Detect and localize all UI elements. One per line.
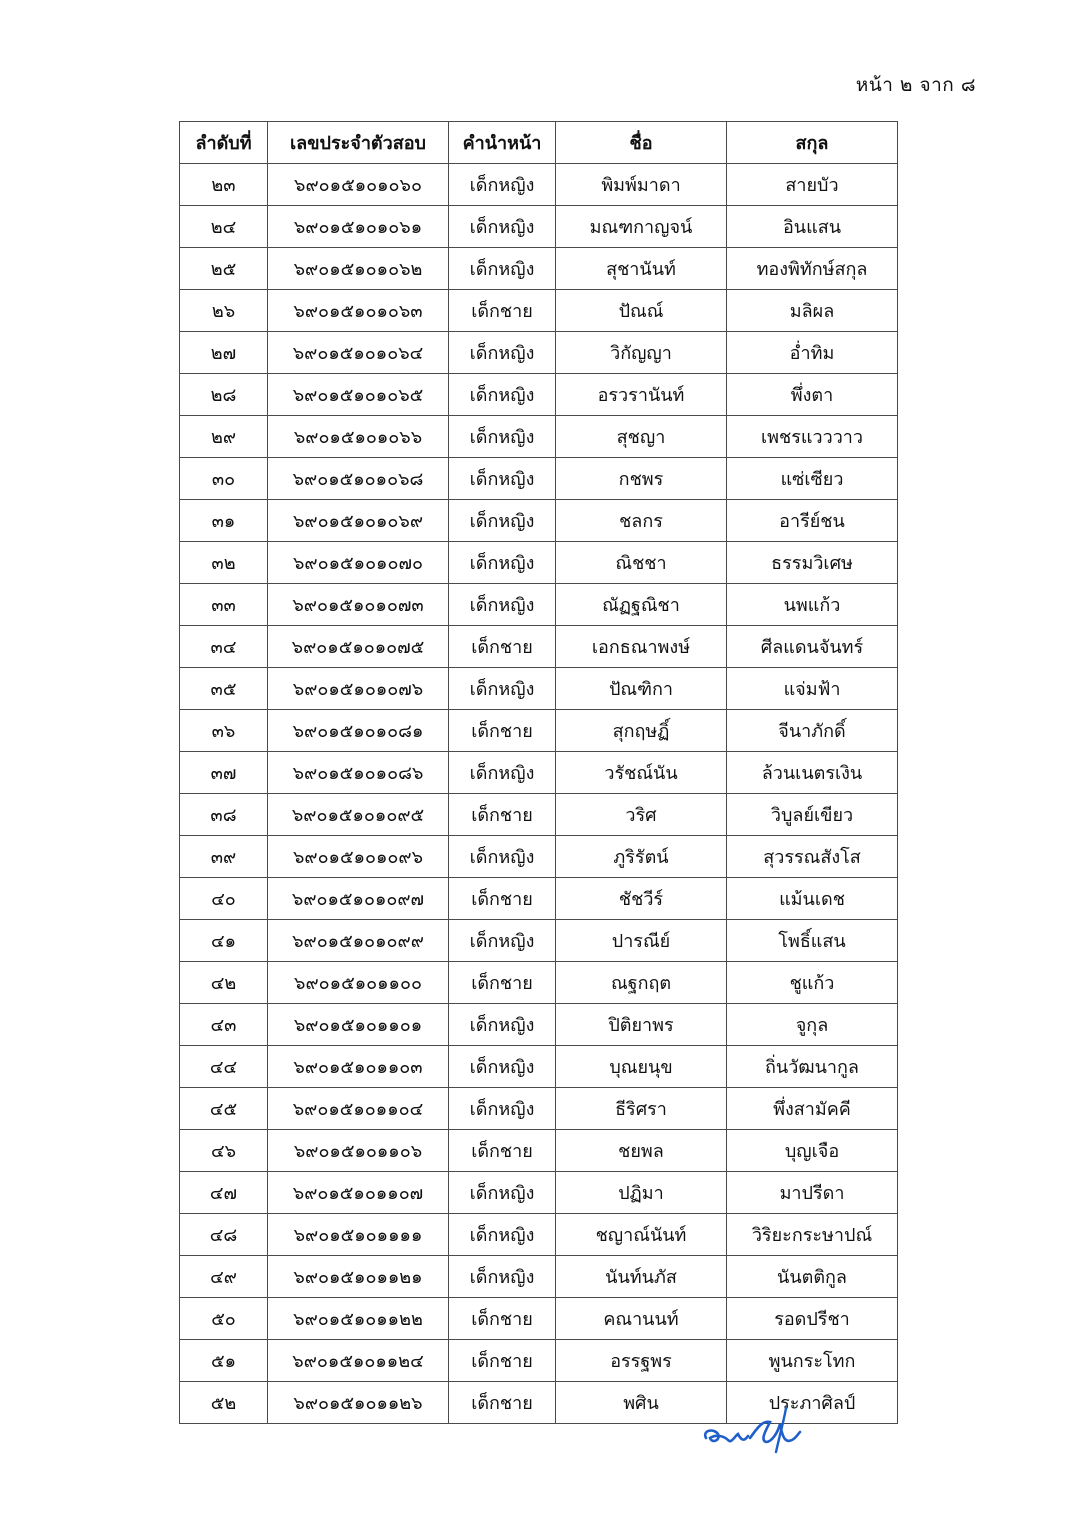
cell-sequence: ๕๐ <box>180 1298 268 1340</box>
table-row <box>180 668 898 710</box>
cell-exam-id: ๖๙๐๑๕๑๐๑๐๖๓ <box>268 290 449 332</box>
cell-first-name: ปฏิมา <box>556 1172 727 1214</box>
cell-sequence: ๓๘ <box>180 794 268 836</box>
cell-exam-id: ๖๙๐๑๕๑๐๑๐๗๐ <box>268 542 449 584</box>
cell-first-name: อรรฐพร <box>556 1340 727 1382</box>
cell-last-name: พึ่งตา <box>727 374 898 416</box>
cell-last-name: แจ่มฟ้า <box>727 668 898 710</box>
cell-last-name: อ่ำทิม <box>727 332 898 374</box>
cell-exam-id: ๖๙๐๑๕๑๐๑๐๙๗ <box>268 878 449 920</box>
table-row <box>180 206 898 248</box>
cell-title-prefix: เด็กหญิง <box>449 374 556 416</box>
page-number: หน้า ๒ จาก ๘ <box>855 74 976 96</box>
cell-exam-id: ๖๙๐๑๕๑๐๑๐๙๙ <box>268 920 449 962</box>
cell-first-name: ปิติยาพร <box>556 1004 727 1046</box>
cell-first-name: ภูริรัตน์ <box>556 836 727 878</box>
cell-exam-id: ๖๙๐๑๕๑๐๑๑๐๔ <box>268 1088 449 1130</box>
cell-title-prefix: เด็กชาย <box>449 878 556 920</box>
table-row <box>180 1046 898 1088</box>
cell-exam-id: ๖๙๐๑๕๑๐๑๐๖๒ <box>268 248 449 290</box>
cell-sequence: ๔๘ <box>180 1214 268 1256</box>
cell-sequence: ๔๕ <box>180 1088 268 1130</box>
cell-first-name: ชญาณ์นันท์ <box>556 1214 727 1256</box>
cell-exam-id: ๖๙๐๑๕๑๐๑๐๙๖ <box>268 836 449 878</box>
cell-first-name: ปารณีย์ <box>556 920 727 962</box>
cell-first-name: พศิน <box>556 1382 727 1424</box>
cell-first-name: ปัณณ์ <box>556 290 727 332</box>
table-row <box>180 458 898 500</box>
cell-title-prefix: เด็กชาย <box>449 1340 556 1382</box>
table-row <box>180 1088 898 1130</box>
cell-sequence: ๓๒ <box>180 542 268 584</box>
cell-first-name: ชยพล <box>556 1130 727 1172</box>
cell-sequence: ๕๒ <box>180 1382 268 1424</box>
table-row <box>180 920 898 962</box>
handwritten-signature <box>700 1400 804 1456</box>
student-roster-table <box>179 121 898 1424</box>
cell-first-name: ปัณฑิกา <box>556 668 727 710</box>
table-row <box>180 794 898 836</box>
cell-title-prefix: เด็กหญิง <box>449 206 556 248</box>
cell-last-name: อินแสน <box>727 206 898 248</box>
cell-last-name: บุญเจือ <box>727 1130 898 1172</box>
cell-title-prefix: เด็กชาย <box>449 1130 556 1172</box>
cell-first-name: สุชญา <box>556 416 727 458</box>
cell-first-name: เอกธณาพงษ์ <box>556 626 727 668</box>
cell-exam-id: ๖๙๐๑๕๑๐๑๑๐๖ <box>268 1130 449 1172</box>
cell-title-prefix: เด็กหญิง <box>449 668 556 710</box>
cell-last-name: ทองพิทักษ์สกุล <box>727 248 898 290</box>
table-row <box>180 374 898 416</box>
cell-title-prefix: เด็กหญิง <box>449 1004 556 1046</box>
cell-last-name: ล้วนเนตรเงิน <box>727 752 898 794</box>
cell-last-name: นพแก้ว <box>727 584 898 626</box>
cell-last-name: แซ่เซียว <box>727 458 898 500</box>
cell-exam-id: ๖๙๐๑๕๑๐๑๐๖๘ <box>268 458 449 500</box>
cell-exam-id: ๖๙๐๑๕๑๐๑๐๖๔ <box>268 332 449 374</box>
cell-title-prefix: เด็กชาย <box>449 794 556 836</box>
cell-title-prefix: เด็กชาย <box>449 1298 556 1340</box>
cell-first-name: กชพร <box>556 458 727 500</box>
cell-first-name: คณานนท์ <box>556 1298 727 1340</box>
cell-sequence: ๓๗ <box>180 752 268 794</box>
table-row <box>180 290 898 332</box>
cell-last-name: พึ่งสามัคคี <box>727 1088 898 1130</box>
cell-last-name: วิริยะกระษาปณ์ <box>727 1214 898 1256</box>
table-header-row <box>180 122 898 164</box>
cell-title-prefix: เด็กชาย <box>449 710 556 752</box>
table-row <box>180 626 898 668</box>
cell-exam-id: ๖๙๐๑๕๑๐๑๐๖๖ <box>268 416 449 458</box>
cell-sequence: ๔๓ <box>180 1004 268 1046</box>
cell-title-prefix: เด็กหญิง <box>449 1172 556 1214</box>
cell-title-prefix: เด็กหญิง <box>449 1214 556 1256</box>
cell-sequence: ๓๑ <box>180 500 268 542</box>
cell-last-name: นันตติกูล <box>727 1256 898 1298</box>
table-row <box>180 962 898 1004</box>
cell-sequence: ๒๔ <box>180 206 268 248</box>
cell-first-name: อรวรานันท์ <box>556 374 727 416</box>
header-first-name: ชื่อ <box>556 122 727 164</box>
cell-exam-id: ๖๙๐๑๕๑๐๑๑๐๐ <box>268 962 449 1004</box>
cell-title-prefix: เด็กหญิง <box>449 1256 556 1298</box>
table-row <box>180 1004 898 1046</box>
cell-title-prefix: เด็กหญิง <box>449 752 556 794</box>
cell-title-prefix: เด็กหญิง <box>449 836 556 878</box>
cell-sequence: ๔๔ <box>180 1046 268 1088</box>
cell-title-prefix: เด็กชาย <box>449 290 556 332</box>
table-row <box>180 710 898 752</box>
cell-sequence: ๕๑ <box>180 1340 268 1382</box>
table-row <box>180 1340 898 1382</box>
cell-sequence: ๔๒ <box>180 962 268 1004</box>
cell-exam-id: ๖๙๐๑๕๑๐๑๑๑๑ <box>268 1214 449 1256</box>
table-row <box>180 836 898 878</box>
cell-exam-id: ๖๙๐๑๕๑๐๑๑๐๗ <box>268 1172 449 1214</box>
cell-last-name: แม้นเดช <box>727 878 898 920</box>
cell-sequence: ๓๔ <box>180 626 268 668</box>
table-row <box>180 1298 898 1340</box>
cell-sequence: ๓๖ <box>180 710 268 752</box>
cell-title-prefix: เด็กหญิง <box>449 500 556 542</box>
cell-sequence: ๒๘ <box>180 374 268 416</box>
table-row <box>180 752 898 794</box>
cell-first-name: วิกัญญา <box>556 332 727 374</box>
header-title-prefix: คำนำหน้า <box>449 122 556 164</box>
cell-first-name: ณัฏฐณิชา <box>556 584 727 626</box>
cell-first-name: นันท์นภัส <box>556 1256 727 1298</box>
cell-first-name: สุกฤษฏิ์ <box>556 710 727 752</box>
cell-title-prefix: เด็กหญิง <box>449 458 556 500</box>
table-row <box>180 584 898 626</box>
table-row <box>180 248 898 290</box>
table-row <box>180 1214 898 1256</box>
cell-exam-id: ๖๙๐๑๕๑๐๑๐๗๖ <box>268 668 449 710</box>
cell-sequence: ๔๐ <box>180 878 268 920</box>
cell-first-name: ณิชชา <box>556 542 727 584</box>
cell-first-name: มณฑกาญจน์ <box>556 206 727 248</box>
cell-title-prefix: เด็กชาย <box>449 1382 556 1424</box>
cell-title-prefix: เด็กหญิง <box>449 1046 556 1088</box>
cell-title-prefix: เด็กชาย <box>449 962 556 1004</box>
table-row <box>180 332 898 374</box>
cell-last-name: ประภาศิลป์ <box>727 1382 898 1424</box>
cell-exam-id: ๖๙๐๑๕๑๐๑๑๒๑ <box>268 1256 449 1298</box>
cell-sequence: ๔๙ <box>180 1256 268 1298</box>
cell-first-name: ธีริศรา <box>556 1088 727 1130</box>
cell-last-name: ถิ่นวัฒนากูล <box>727 1046 898 1088</box>
cell-last-name: อารีย์ชน <box>727 500 898 542</box>
cell-title-prefix: เด็กหญิง <box>449 164 556 206</box>
cell-exam-id: ๖๙๐๑๕๑๐๑๐๗๓ <box>268 584 449 626</box>
cell-sequence: ๔๗ <box>180 1172 268 1214</box>
header-exam-id: เลขประจำตัวสอบ <box>268 122 449 164</box>
cell-sequence: ๒๓ <box>180 164 268 206</box>
cell-exam-id: ๖๙๐๑๕๑๐๑๐๘๖ <box>268 752 449 794</box>
cell-last-name: มลิผล <box>727 290 898 332</box>
cell-title-prefix: เด็กหญิง <box>449 584 556 626</box>
header-last-name: สกุล <box>727 122 898 164</box>
cell-exam-id: ๖๙๐๑๕๑๐๑๐๘๑ <box>268 710 449 752</box>
cell-first-name: บุณยนุข <box>556 1046 727 1088</box>
cell-sequence: ๓๐ <box>180 458 268 500</box>
cell-exam-id: ๖๙๐๑๕๑๐๑๐๖๙ <box>268 500 449 542</box>
table-row <box>180 542 898 584</box>
cell-sequence: ๔๑ <box>180 920 268 962</box>
cell-first-name: ชลกร <box>556 500 727 542</box>
cell-title-prefix: เด็กหญิง <box>449 920 556 962</box>
table-row <box>180 416 898 458</box>
cell-sequence: ๒๖ <box>180 290 268 332</box>
cell-last-name: จีนาภักดิ์ <box>727 710 898 752</box>
cell-sequence: ๓๙ <box>180 836 268 878</box>
cell-exam-id: ๖๙๐๑๕๑๐๑๐๖๑ <box>268 206 449 248</box>
cell-exam-id: ๖๙๐๑๕๑๐๑๐๖๐ <box>268 164 449 206</box>
cell-exam-id: ๖๙๐๑๕๑๐๑๑๐๑ <box>268 1004 449 1046</box>
cell-first-name: สุชานันท์ <box>556 248 727 290</box>
cell-last-name: ศีลแดนจันทร์ <box>727 626 898 668</box>
cell-first-name: วริศ <box>556 794 727 836</box>
cell-first-name: พิมพ์มาดา <box>556 164 727 206</box>
cell-last-name: สายบัว <box>727 164 898 206</box>
cell-last-name: โพธิ์แสน <box>727 920 898 962</box>
cell-title-prefix: เด็กหญิง <box>449 332 556 374</box>
cell-exam-id: ๖๙๐๑๕๑๐๑๐๗๕ <box>268 626 449 668</box>
table-row <box>180 1256 898 1298</box>
cell-exam-id: ๖๙๐๑๕๑๐๑๑๒๖ <box>268 1382 449 1424</box>
cell-sequence: ๓๓ <box>180 584 268 626</box>
cell-exam-id: ๖๙๐๑๕๑๐๑๑๐๓ <box>268 1046 449 1088</box>
cell-first-name: ณฐกฤต <box>556 962 727 1004</box>
cell-first-name: วรัชณ์นัน <box>556 752 727 794</box>
cell-exam-id: ๖๙๐๑๕๑๐๑๑๒๔ <box>268 1340 449 1382</box>
cell-sequence: ๒๕ <box>180 248 268 290</box>
cell-first-name: ชัชวีร์ <box>556 878 727 920</box>
table-row <box>180 164 898 206</box>
cell-title-prefix: เด็กหญิง <box>449 416 556 458</box>
cell-last-name: มาปรีดา <box>727 1172 898 1214</box>
cell-title-prefix: เด็กหญิง <box>449 1088 556 1130</box>
cell-last-name: จูกุล <box>727 1004 898 1046</box>
cell-exam-id: ๖๙๐๑๕๑๐๑๐๖๕ <box>268 374 449 416</box>
cell-last-name: สุวรรณสังโส <box>727 836 898 878</box>
header-sequence: ลำดับที่ <box>180 122 268 164</box>
cell-last-name: เพชรแวววาว <box>727 416 898 458</box>
cell-last-name: ชูแก้ว <box>727 962 898 1004</box>
cell-title-prefix: เด็กชาย <box>449 626 556 668</box>
cell-sequence: ๒๗ <box>180 332 268 374</box>
cell-last-name: พูนกระโทก <box>727 1340 898 1382</box>
cell-sequence: ๒๙ <box>180 416 268 458</box>
cell-last-name: รอดปรีชา <box>727 1298 898 1340</box>
cell-exam-id: ๖๙๐๑๕๑๐๑๑๒๒ <box>268 1298 449 1340</box>
cell-title-prefix: เด็กหญิง <box>449 542 556 584</box>
table-row <box>180 1130 898 1172</box>
table-row <box>180 878 898 920</box>
table-row <box>180 1172 898 1214</box>
table-row <box>180 500 898 542</box>
cell-last-name: ธรรมวิเศษ <box>727 542 898 584</box>
table-body <box>180 164 898 1424</box>
cell-exam-id: ๖๙๐๑๕๑๐๑๐๙๕ <box>268 794 449 836</box>
cell-last-name: วิบูลย์เขียว <box>727 794 898 836</box>
cell-sequence: ๓๕ <box>180 668 268 710</box>
cell-title-prefix: เด็กหญิง <box>449 248 556 290</box>
cell-sequence: ๔๖ <box>180 1130 268 1172</box>
